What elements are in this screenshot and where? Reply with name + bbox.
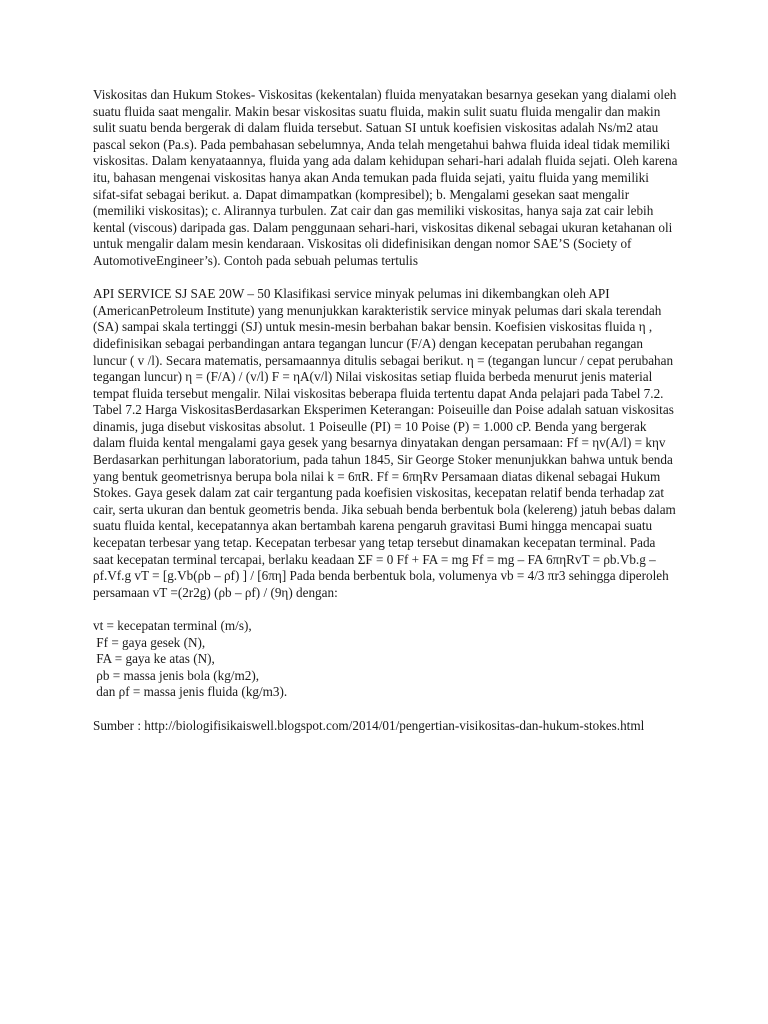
definition-item: dan ρf = massa jenis fluida (kg/m3). bbox=[93, 684, 288, 700]
definition-item: FA = gaya ke atas (N), bbox=[93, 651, 215, 667]
paragraph-gap bbox=[93, 601, 678, 618]
paragraph-gap bbox=[93, 270, 678, 287]
definition-item: ρb = massa jenis bola (kg/m2), bbox=[93, 667, 260, 683]
definition-item: Ff = gaya gesek (N), bbox=[93, 634, 206, 650]
paragraph-gap bbox=[93, 701, 678, 718]
source-citation: Sumber : http://biologifisikaiswell.blogspot.com/2014/01/pengertian-visikositas-dan-hukum-stokes.html bbox=[93, 717, 645, 733]
definition-item: vt = kecepatan terminal (m/s), bbox=[93, 618, 252, 633]
paragraph-api-service: API SERVICE SJ SAE 20W – 50 Klasifikasi service minyak pelumas ini dikembangkan oleh API (AmericanPetroleum Institute) yang menunjukkan karakteristik service minyak pelumas dari skala terendah (SA) sampai skala tertinggi (SJ) untuk mesin-mesin berbahan bakar bensin. Koefisien viskositas fluida η , didefinisikan sebagai perbandingan antara tegangan luncur (F/A) dengan kecepatan perubahan regangan luncur ( v /l). Secara matematis, persamaannya ditulis sebagai berikut. η = (tegangan luncur / cepat perubahan tegangan luncur) η = (F/A) / (v/l) F = ηA(v/l) Nilai viskositas setiap fluida berbeda menurut jenis material tempat fluida tersebut mengalir. Nilai viskositas beberapa fluida tertentu dapat Anda pelajari pada Tabel 7.2. Tabel 7.2 Harga ViskositasBerdasarkan Eksperimen Keterangan: Poiseuille dan Poise adalah satuan viskositas dinamis, juga disebut viskositas absolut. 1 Poiseulle (PI) = 10 Poise (P) = 1.000 cP. Benda yang bergerak dalam fluida kental mengalami gaya gesek yang besarnya dinyatakan dengan persamaan: Ff = ηv(A/l) = kηv Berdasarkan perhitungan laboratorium, pada tahun 1845, Sir George Stoker menunjukkan bahwa untuk benda yang bentuk geometrisnya berupa bola nilai k = 6πR. Ff = 6πηRv Persamaan diatas dikenal sebagai Hukum Stokes. Gaya gesek dalam zat cair tergantung pada koefisien viskositas, kecepatan relatif benda terhadap zat cair, serta ukuran dan bentuk geometris benda. Jika sebuah benda berbentuk bola (kelereng) jatuh bebas dalam suatu fluida kental, kecepatannya akan bertambah karena pengaruh gravitasi Bumi hingga mencapai suatu kecepatan terbesar yang tetap. Kecepatan terbesar yang tetap tersebut dinamakan kecepatan terminal. Pada saat kecepatan terminal tercapai, berlaku keadaan ΣF = 0 Ff + FA = mg Ff = mg – FA 6πηRvT = ρb.Vb.g – ρf.Vf.g vT = [g.Vb(ρb – ρf) ] / [6πη] Pada benda berbentuk bola, volumenya vb = 4/3 πr3 sehingga diperoleh persamaan vT =(2r2g) (ρb – ρf) / (9η) dengan: bbox=[93, 286, 676, 600]
definitions-list bbox=[93, 618, 678, 701]
document-page bbox=[93, 87, 678, 734]
paragraph-intro: Viskositas dan Hukum Stokes- Viskositas (kekentalan) fluida menyatakan besarnya gesekan yang dialami oleh suatu fluida saat mengalir. Makin besar viskositas suatu fluida, makin sulit suatu fluida mengalir dan makin sulit suatu benda bergerak di dalam fluida tersebut. Satuan SI untuk koefisien viskositas adalah Ns/m2 atau pascal sekon (Pa.s). Pada pembahasan sebelumnya, Anda telah mengetahui bahwa fluida ideal tidak memiliki viskositas. Dalam kenyataannya, fluida yang ada dalam kehidupan sehari-hari adalah fluida sejati. Oleh karena itu, bahasan mengenai viskositas hanya akan Anda temukan pada fluida sejati, yaitu fluida yang memiliki sifat-sifat sebagai berikut. a. Dapat dimampatkan (kompresibel); b. Mengalami gesekan saat mengalir (memiliki viskositas); c. Alirannya turbulen. Zat cair dan gas memiliki viskositas, hanya saja zat cair lebih kental (viscous) daripada gas. Dalam penggunaan sehari-hari, viskositas dikenal sebagai ukuran ketahanan oli untuk mengalir dalam mesin kendaraan. Viskositas oli didefinisikan dengan nomor SAE’S (Society of AutomotiveEngineer’s). Contoh pada sebuah pelumas tertulis bbox=[93, 87, 678, 268]
